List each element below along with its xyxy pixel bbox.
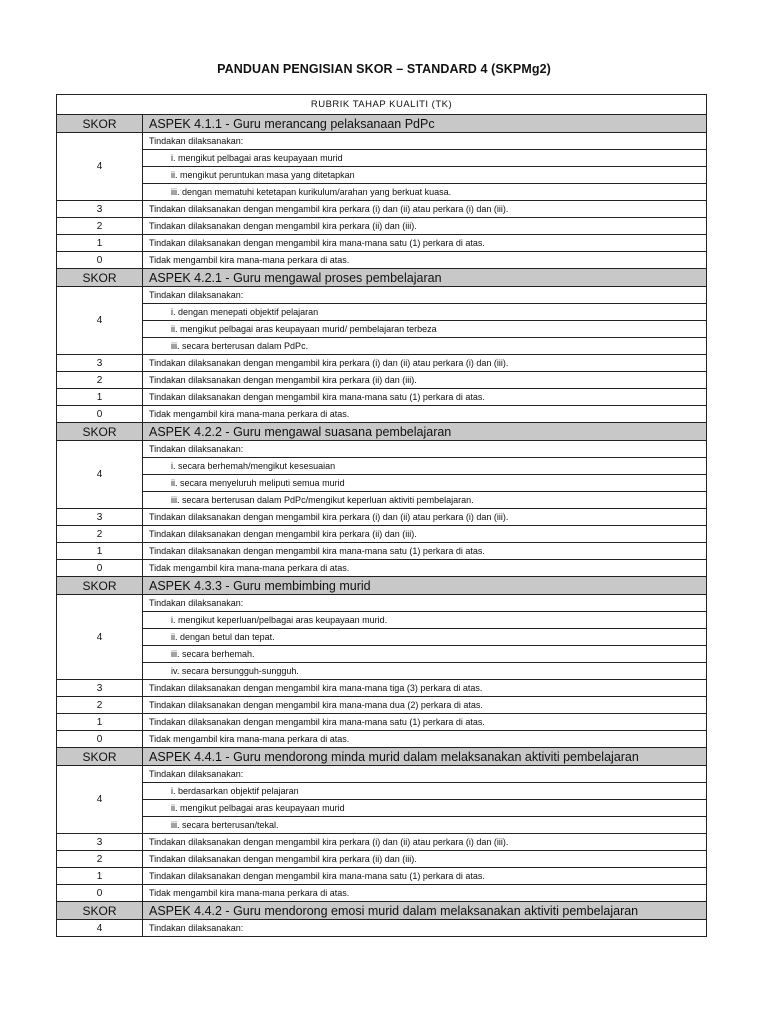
score-value: 2	[57, 697, 143, 714]
score-value: 2	[57, 218, 143, 235]
skor-label: SKOR	[57, 902, 143, 920]
criteria-item-row	[57, 800, 707, 817]
criteria-item: iii. dengan mematuhi ketetapan kurikulum/arahan yang berkuat kuasa.	[143, 184, 707, 201]
score-description: Tindakan dilaksanakan dengan mengambil kira perkara (i) dan (ii) atau perkara (i) dan (iii).	[143, 201, 707, 218]
aspek-title: ASPEK 4.2.2 - Guru mengawal suasana pembelajaran	[143, 423, 707, 441]
aspek-title: ASPEK 4.3.3 - Guru membimbing murid	[143, 577, 707, 595]
score-row	[57, 526, 707, 543]
criteria-item-row	[57, 612, 707, 629]
skor-label: SKOR	[57, 748, 143, 766]
document-title: PANDUAN PENGISIAN SKOR – STANDARD 4 (SKPMg2)	[217, 62, 551, 76]
score-value: 0	[57, 252, 143, 269]
score-row	[57, 868, 707, 885]
score-description: Tindakan dilaksanakan dengan mengambil kira mana-mana dua (2) perkara di atas.	[143, 697, 707, 714]
score-description: Tidak mengambil kira mana-mana perkara di atas.	[143, 731, 707, 748]
score-value: 4	[57, 441, 143, 509]
score-row	[57, 697, 707, 714]
score-4-row	[57, 441, 707, 458]
criteria-item-row	[57, 783, 707, 800]
criteria-item: iii. secara berterusan dalam PdPc.	[143, 338, 707, 355]
criteria-item: iii. secara berterusan dalam PdPc/mengikut keperluan aktiviti pembelajaran.	[143, 492, 707, 509]
score-value: 0	[57, 406, 143, 423]
criteria-item-row	[57, 663, 707, 680]
aspek-header-row	[57, 269, 707, 287]
score-description: Tindakan dilaksanakan dengan mengambil kira mana-mana tiga (3) perkara di atas.	[143, 680, 707, 697]
score-value: 1	[57, 868, 143, 885]
criteria-item: iii. secara berterusan/tekal.	[143, 817, 707, 834]
skor-label: SKOR	[57, 577, 143, 595]
criteria-item: iv. secara bersungguh-sungguh.	[143, 663, 707, 680]
score-4-row	[57, 766, 707, 783]
criteria-item-row	[57, 458, 707, 475]
criteria-item-row	[57, 646, 707, 663]
score-description: Tidak mengambil kira mana-mana perkara di atas.	[143, 885, 707, 902]
score-description: Tindakan dilaksanakan dengan mengambil kira mana-mana satu (1) perkara di atas.	[143, 235, 707, 252]
score-value: 1	[57, 235, 143, 252]
score-description: Tindakan dilaksanakan dengan mengambil kira perkara (i) dan (ii) atau perkara (i) dan (iii).	[143, 834, 707, 851]
score-value: 1	[57, 389, 143, 406]
aspek-title: ASPEK 4.1.1 - Guru merancang pelaksanaan PdPc	[143, 115, 707, 133]
skor-label: SKOR	[57, 115, 143, 133]
score-value: 2	[57, 526, 143, 543]
score-value: 0	[57, 885, 143, 902]
score-description: Tindakan dilaksanakan dengan mengambil kira perkara (ii) dan (iii).	[143, 372, 707, 389]
criteria-item: i. secara berhemah/mengikut kesesuaian	[143, 458, 707, 475]
criteria-item-row	[57, 304, 707, 321]
score-value: 1	[57, 714, 143, 731]
score-row	[57, 406, 707, 423]
criteria-item-row	[57, 475, 707, 492]
aspek-header-row	[57, 577, 707, 595]
criteria-intro: Tindakan dilaksanakan:	[143, 287, 707, 304]
score-description: Tindakan dilaksanakan dengan mengambil kira mana-mana satu (1) perkara di atas.	[143, 714, 707, 731]
criteria-intro: Tindakan dilaksanakan:	[143, 441, 707, 458]
score-description: Tindakan dilaksanakan dengan mengambil kira mana-mana satu (1) perkara di atas.	[143, 868, 707, 885]
score-4-row	[57, 595, 707, 612]
score-value: 2	[57, 372, 143, 389]
score-value: 4	[57, 133, 143, 201]
criteria-item: ii. dengan betul dan tepat.	[143, 629, 707, 646]
score-value: 0	[57, 731, 143, 748]
criteria-item: i. dengan menepati objektif pelajaran	[143, 304, 707, 321]
aspek-header-row	[57, 423, 707, 441]
criteria-item-row	[57, 150, 707, 167]
score-value: 3	[57, 509, 143, 526]
score-row	[57, 885, 707, 902]
score-description: Tindakan dilaksanakan dengan mengambil kira perkara (ii) dan (iii).	[143, 851, 707, 868]
score-value: 0	[57, 560, 143, 577]
score-description: Tindakan dilaksanakan dengan mengambil kira perkara (ii) dan (iii).	[143, 526, 707, 543]
rubric-table	[56, 94, 707, 937]
criteria-item-row	[57, 184, 707, 201]
score-4-row	[57, 920, 707, 937]
score-value: 4	[57, 920, 143, 937]
skor-label: SKOR	[57, 423, 143, 441]
score-row	[57, 714, 707, 731]
score-row	[57, 560, 707, 577]
score-row	[57, 851, 707, 868]
score-description: Tindakan dilaksanakan dengan mengambil kira perkara (i) dan (ii) atau perkara (i) dan (iii).	[143, 509, 707, 526]
score-row	[57, 218, 707, 235]
aspek-header-row	[57, 748, 707, 766]
criteria-intro: Tindakan dilaksanakan:	[143, 920, 707, 937]
criteria-item-row	[57, 817, 707, 834]
score-row	[57, 680, 707, 697]
score-row	[57, 372, 707, 389]
score-row	[57, 252, 707, 269]
score-row	[57, 355, 707, 372]
score-description: Tindakan dilaksanakan dengan mengambil kira mana-mana satu (1) perkara di atas.	[143, 389, 707, 406]
criteria-item: i. mengikut pelbagai aras keupayaan murid	[143, 150, 707, 167]
criteria-item: ii. mengikut pelbagai aras keupayaan murid/ pembelajaran terbeza	[143, 321, 707, 338]
score-value: 3	[57, 201, 143, 218]
aspek-title: ASPEK 4.4.1 - Guru mendorong minda murid dalam melaksanakan aktiviti pembelajaran	[143, 748, 707, 766]
aspek-title: ASPEK 4.4.2 - Guru mendorong emosi murid dalam melaksanakan aktiviti pembelajaran	[143, 902, 707, 920]
score-value: 4	[57, 595, 143, 680]
score-row	[57, 543, 707, 560]
score-value: 4	[57, 287, 143, 355]
score-value: 4	[57, 766, 143, 834]
score-description: Tidak mengambil kira mana-mana perkara di atas.	[143, 560, 707, 577]
criteria-item: i. berdasarkan objektif pelajaran	[143, 783, 707, 800]
score-row	[57, 201, 707, 218]
criteria-item-row	[57, 338, 707, 355]
criteria-intro: Tindakan dilaksanakan:	[143, 766, 707, 783]
score-value: 3	[57, 834, 143, 851]
aspek-title: ASPEK 4.2.1 - Guru mengawal proses pembelajaran	[143, 269, 707, 287]
criteria-item-row	[57, 492, 707, 509]
score-row	[57, 731, 707, 748]
score-description: Tindakan dilaksanakan dengan mengambil kira perkara (ii) dan (iii).	[143, 218, 707, 235]
score-description: Tindakan dilaksanakan dengan mengambil kira perkara (i) dan (ii) atau perkara (i) dan (iii).	[143, 355, 707, 372]
criteria-intro: Tindakan dilaksanakan:	[143, 595, 707, 612]
aspek-header-row	[57, 902, 707, 920]
score-value: 2	[57, 851, 143, 868]
score-description: Tidak mengambil kira mana-mana perkara di atas.	[143, 406, 707, 423]
criteria-item: iii. secara berhemah.	[143, 646, 707, 663]
score-4-row	[57, 287, 707, 304]
score-row	[57, 834, 707, 851]
criteria-item: ii. mengikut peruntukan masa yang ditetapkan	[143, 167, 707, 184]
score-4-row	[57, 133, 707, 150]
score-value: 3	[57, 355, 143, 372]
skor-label: SKOR	[57, 269, 143, 287]
criteria-item-row	[57, 629, 707, 646]
criteria-intro: Tindakan dilaksanakan:	[143, 133, 707, 150]
aspek-header-row	[57, 115, 707, 133]
score-row	[57, 509, 707, 526]
criteria-item-row	[57, 167, 707, 184]
score-row	[57, 235, 707, 252]
score-value: 1	[57, 543, 143, 560]
score-description: Tidak mengambil kira mana-mana perkara di atas.	[143, 252, 707, 269]
rubric-header-row	[57, 95, 707, 115]
criteria-item: ii. secara menyeluruh meliputi semua murid	[143, 475, 707, 492]
rubric-header: RUBRIK TAHAP KUALITI (TK)	[57, 95, 707, 115]
score-value: 3	[57, 680, 143, 697]
criteria-item: i. mengikut keperluan/pelbagai aras keupayaan murid.	[143, 612, 707, 629]
criteria-item: ii. mengikut pelbagai aras keupayaan murid	[143, 800, 707, 817]
score-description: Tindakan dilaksanakan dengan mengambil kira mana-mana satu (1) perkara di atas.	[143, 543, 707, 560]
criteria-item-row	[57, 321, 707, 338]
score-row	[57, 389, 707, 406]
